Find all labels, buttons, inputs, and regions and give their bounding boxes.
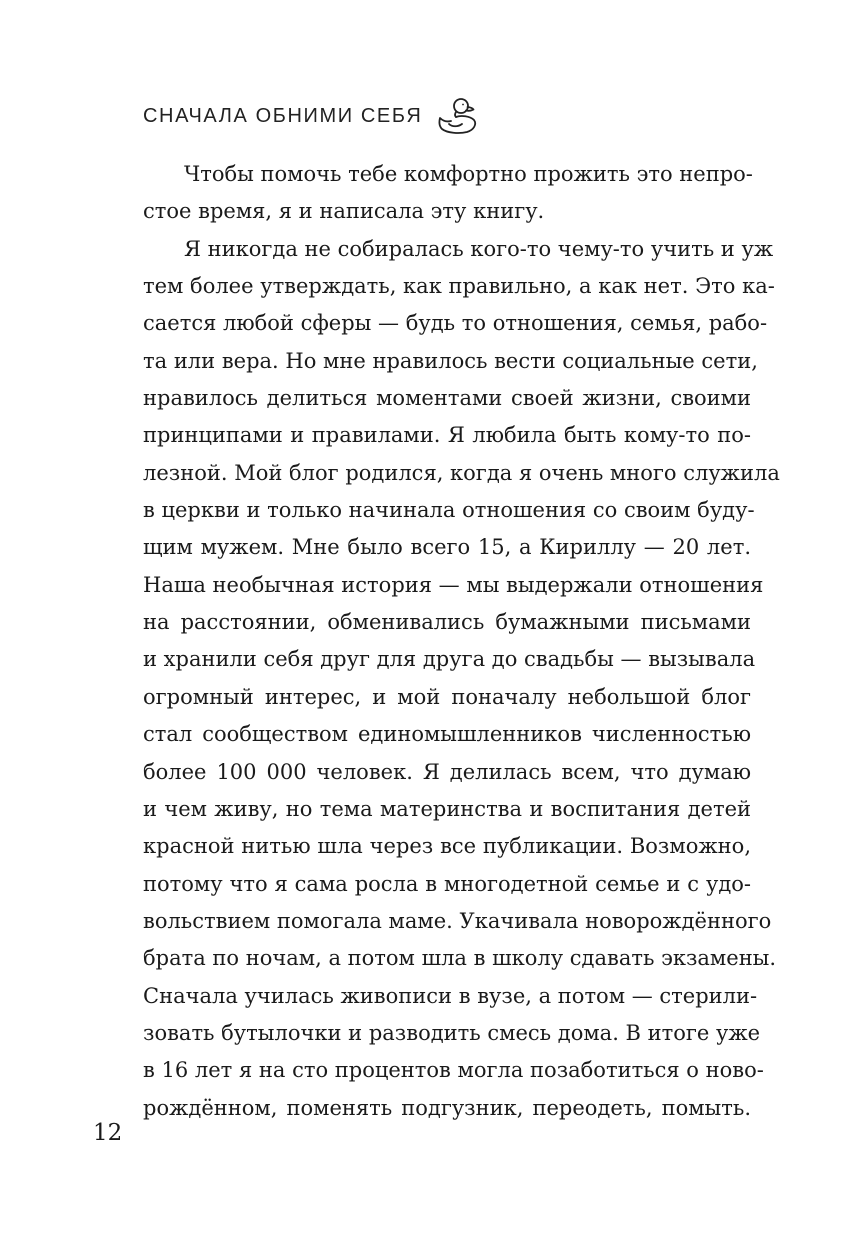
text-line: огромный интерес, и мой поначалу небольшой блог bbox=[143, 684, 751, 709]
body-text bbox=[143, 156, 780, 1127]
duck-icon bbox=[434, 96, 480, 136]
text-line: Я никогда не собиралась кого-то чему-то учить и уж bbox=[184, 236, 774, 261]
text-line: и хранили себя друг для друга до свадьбы — вызывала bbox=[143, 647, 756, 672]
running-title: СНАЧАЛА ОБНИМИ СЕБЯ bbox=[143, 104, 423, 127]
text-line: Сначала училась живописи в вузе, а потом — стерили- bbox=[143, 983, 758, 1008]
text-line: и чем живу, но тема материнства и воспитания детей bbox=[143, 796, 751, 821]
text-line: стое время, я и написала эту книгу. bbox=[143, 199, 545, 224]
text-line: потому что я сама росла в многодетной семье и с удо- bbox=[143, 871, 751, 896]
text-line: вольствием помогала маме. Укачивала новорождённого bbox=[143, 908, 772, 933]
running-header bbox=[143, 96, 480, 136]
page-number: 12 bbox=[93, 1120, 123, 1146]
text-line: тем более утверждать, как правильно, а как нет. Это ка- bbox=[143, 274, 775, 299]
text-line: рождённом, поменять подгузник, переодеть, помыть. bbox=[143, 1095, 751, 1120]
text-line: стал сообществом единомышленников численностью bbox=[143, 722, 751, 747]
text-line: нравилось делиться моментами своей жизни, своими bbox=[143, 386, 751, 411]
text-line: та или вера. Но мне нравилось вести социальные сети, bbox=[143, 348, 758, 373]
text-line: Наша необычная история — мы выдержали отношения bbox=[143, 572, 764, 597]
text-line: сается любой сферы — будь то отношения, семья, рабо- bbox=[143, 311, 768, 336]
text-line: более 100 000 человек. Я делилась всем, что думаю bbox=[143, 759, 751, 784]
text-line: лезной. Мой блог родился, когда я очень много служила bbox=[143, 460, 780, 485]
text-line: принципами и правилами. Я любила быть кому-то по- bbox=[143, 423, 751, 448]
paragraph-1 bbox=[143, 156, 751, 231]
paragraph-2 bbox=[143, 231, 780, 1127]
text-line: щим мужем. Мне было всего 15, а Кириллу — 20 лет. bbox=[143, 535, 751, 560]
text-line: Чтобы помочь тебе комфортно прожить это непро- bbox=[184, 162, 753, 186]
text-line: красной нитью шла через все публикации. Возможно, bbox=[143, 834, 751, 859]
text-line: зовать бутылочки и разводить смесь дома. В итоге уже bbox=[143, 1020, 761, 1045]
text-line: в церкви и только начинала отношения со своим буду- bbox=[143, 498, 755, 523]
text-line: в 16 лет я на сто процентов могла позаботиться о ново- bbox=[143, 1058, 764, 1083]
text-line: на расстоянии, обменивались бумажными письмами bbox=[143, 610, 751, 635]
text-line: брата по ночам, а потом шла в школу сдавать экзамены. bbox=[143, 946, 777, 971]
